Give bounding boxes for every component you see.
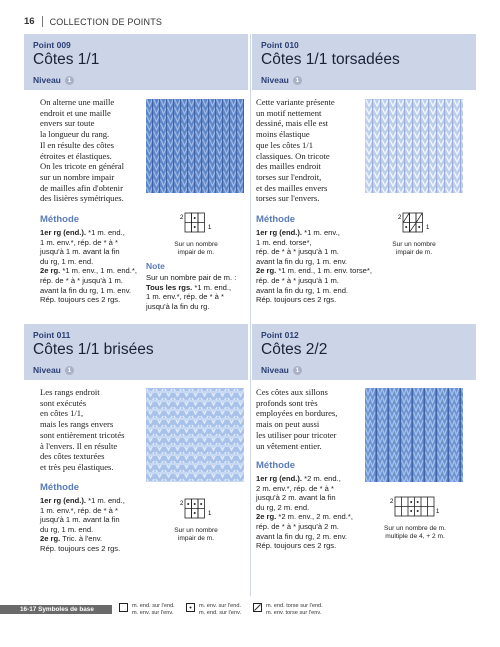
method-heading: Méthode (40, 482, 80, 493)
method-heading: Méthode (40, 214, 80, 225)
stitch-number: Point 009 (33, 40, 71, 50)
stitch-header-band (252, 34, 476, 90)
level-label: Niveau (261, 365, 289, 375)
empty-square-icon (119, 603, 128, 612)
level-badge-icon: 1 (65, 366, 74, 375)
stitch-description: Cette variante présente un motif nettement dessiné, mais elle est moins élastique que les côtes 1/1 classiques. On tricote des mailles endroit torses sur l'endroit, et des mailles envers torses sur l'envers. (256, 97, 335, 204)
stitch-number: Point 012 (261, 330, 299, 340)
note-box (146, 261, 256, 311)
stitch-header-band (24, 34, 248, 90)
slash-square-icon (253, 603, 262, 612)
svg-text:1: 1 (208, 511, 212, 517)
column-divider (250, 34, 251, 596)
svg-text:2: 2 (398, 215, 402, 221)
level-row (261, 365, 302, 375)
symbol-legend-footer (0, 602, 500, 624)
stitch-description: Les rangs endroit sont exécutés en côtes 1/1, mais les rangs envers sont entièrement tricotés à l'envers. Il en résulte des côtes texturées et très peu élastiques. (40, 387, 125, 472)
method-instructions: 1er rg (end.). *1 m. env., 1 m. end. torse*, rép. de * à * jusqu'à 1 m. avant la fin du rg, 1 m. env. 2e rg. *1 m. end., 1 m. env. torse*, rép. de * à * jusqu'à 1 m. avant la fin du rg, 1 m. end. Rép. toujours ces 2 rgs. (256, 228, 372, 305)
stitch-name: Côtes 1/1 brisées (33, 341, 154, 358)
stitch-description: Ces côtes aux sillons profonds sont très employées en bordures, mais on peut aussi les utiliser pour tricoter un vêtement entier. (256, 387, 338, 451)
method-instructions: 1er rg (end.). *1 m. end., 1 m. env.*, rép. de * à * jusqu'à 1 m. avant la fin du rg, 1 m. end. 2e rg. Tric. à l'env. Rép. toujours ces 2 rgs. (40, 496, 125, 553)
chart-grid-icon (178, 212, 214, 234)
stitch-card-012 (252, 324, 476, 596)
dot-square-icon (186, 603, 195, 612)
stitch-card-010 (252, 34, 476, 320)
level-row (33, 365, 74, 375)
knit-swatch-image (365, 99, 463, 193)
svg-text:1: 1 (208, 225, 212, 231)
stitch-number: Point 010 (261, 40, 299, 50)
level-badge-icon: 1 (65, 76, 74, 85)
knit-swatch-image (146, 388, 244, 482)
chart-grid-icon (178, 498, 214, 520)
chart-grid-icon (388, 496, 442, 518)
knit-swatch-image (146, 99, 244, 193)
method-heading: Méthode (256, 214, 296, 225)
svg-text:1: 1 (426, 225, 430, 231)
legend-reference-tag: 16-17 Symboles de base (0, 605, 112, 614)
stitch-header-band (24, 324, 248, 380)
stitch-card-009 (0, 34, 248, 320)
level-label: Niveau (261, 75, 289, 85)
knit-swatch-image (365, 388, 463, 482)
chart-grid-icon (396, 212, 432, 234)
stitch-chart: 2 1 Sur un nombre de m. multiple de 4, + 2 m. (370, 496, 460, 541)
svg-text:1: 1 (436, 509, 440, 515)
level-badge-icon: 1 (293, 76, 302, 85)
level-label: Niveau (33, 75, 61, 85)
stitch-header-band (252, 324, 476, 380)
page-header (24, 16, 162, 27)
stitch-chart: 2 1 Sur un nombre impair de m. (160, 212, 232, 257)
method-instructions: 1er rg (end.). *2 m. end., 2 m. env.*, rép. de * à * jusqu'à 2 m. avant la fin du rg, 2 m. end. 2e rg. *2 m. env., 2 m. end.*, rép. de * à * jusqu'à 2 m. avant la fin du rg, 2 m. env. Rép. toujours ces 2 rgs. (256, 474, 353, 551)
stitch-chart: 2 1 Sur un nombre impair de m. (160, 498, 232, 543)
header-divider (42, 16, 43, 27)
stitch-name: Côtes 1/1 (33, 51, 100, 68)
level-label: Niveau (33, 365, 61, 375)
page-number: 16 (24, 16, 35, 27)
legend-item-purl: m. env. sur l'end. m. end. sur l'env. (186, 603, 241, 616)
stitch-chart: 2 1 Sur un nombre impair de m. (378, 212, 450, 257)
section-title: COLLECTION DE POINTS (49, 16, 163, 27)
svg-text:2: 2 (180, 215, 184, 221)
svg-text:2: 2 (180, 501, 184, 507)
stitch-description: On alterne une maille endroit et une maille envers sur toute la longueur du rang. Il en résulte des côtes étroites et élastiques. On les tricote en général sur un nombre impair de mailles afin d'obtenir des lisières symétriques. (40, 97, 124, 204)
note-body: Sur un nombre pair de m. : Tous les rgs. *1 m. end., 1 m. env.*, rép. de * à * jusqu'à la fin du rg. (146, 273, 237, 311)
level-row (261, 75, 302, 85)
method-instructions: 1er rg (end.). *1 m. end., 1 m. env.*, rép. de * à * jusqu'à 1 m. avant la fin du rg, 1 m. end. 2e rg. *1 m. env., 1 m. end.*, rép. de * à * jusqu'à 1 m. avant la fin du rg, 1 m. env. Rép. toujours ces 2 rgs. (40, 228, 137, 305)
svg-text:2: 2 (390, 499, 394, 505)
method-heading: Méthode (256, 460, 296, 471)
stitch-card-011 (24, 324, 248, 596)
stitch-name: Côtes 2/2 (261, 341, 328, 358)
stitch-name: Côtes 1/1 torsadées (261, 51, 400, 68)
level-row (33, 75, 74, 85)
legend-item-twisted: m. end. torse sur l'end. m. env. torse sur l'env. (253, 603, 323, 616)
legend-item-knit: m. end. sur l'end. m. env. sur l'env. (119, 603, 175, 616)
note-heading: Note (146, 261, 165, 271)
level-badge-icon: 1 (293, 366, 302, 375)
stitch-number: Point 011 (33, 330, 71, 340)
